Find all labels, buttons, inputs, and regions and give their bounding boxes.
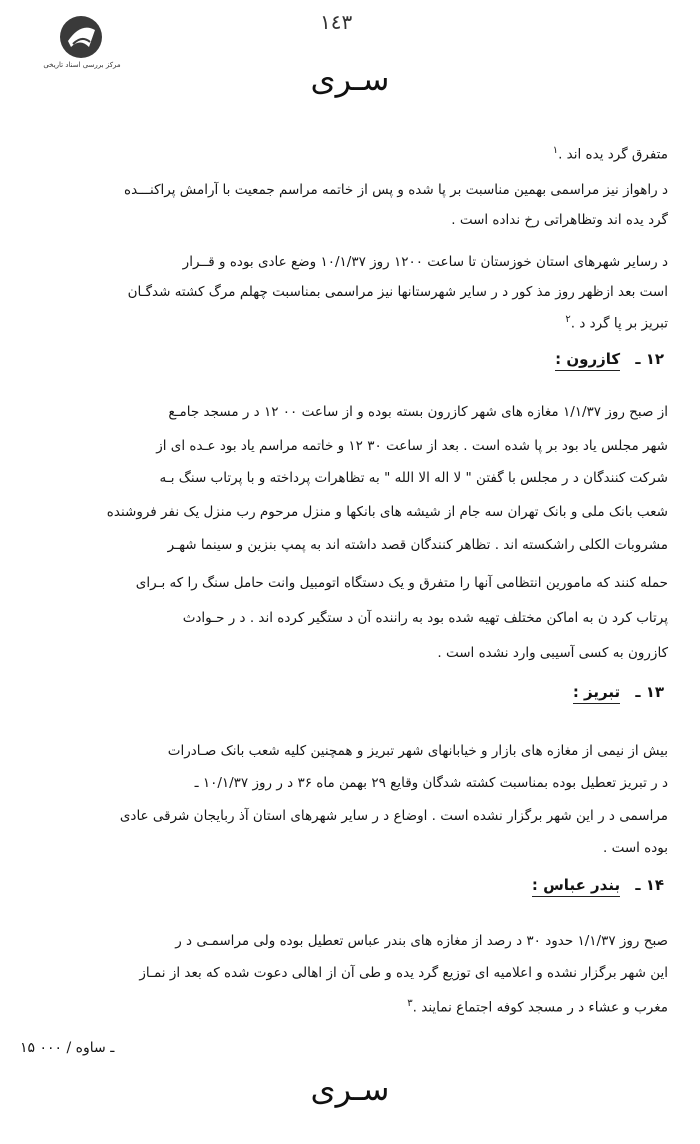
body-line: کازرون به کسی آسیبی وارد نشده است . xyxy=(437,645,668,661)
section-number: ۱۴ ـ xyxy=(635,876,664,894)
body-line: مغرب و عشاء د ر مسجد کوفه اجتماع نمایند .$^٣$ xyxy=(407,998,668,1016)
body-line: بیش از نیمی از مغازه های بازار و خیابانهای شهر تبریز و همچنین کلیه شعب بانک صـادرات xyxy=(167,743,668,759)
body-line: شرکت کنندگان د ر مجلس با گفتن " لا اله الا الله " به تظاهرات پرداخته و با پرتاب سنگ بـه xyxy=(159,470,668,486)
body-line: مشروبات الکلی راشکسته اند . تظاهر کنندگان قصد داشته اند به پمپ بنزین و سینما شهـر xyxy=(167,537,668,553)
intro-line: متفرق گرد یده اند .$^١$ xyxy=(552,145,668,163)
body-line: مراسمی د ر این شهر برگزار نشده است . اوضاع د ر سایر شهرهای استان آذ ربایجان شرقی عادی xyxy=(119,808,668,824)
section-number: ۱۳ ـ xyxy=(635,683,664,701)
section-heading-kazerun xyxy=(555,350,664,368)
body-line: حمله کنند که مامورین انتظامی آنها را متفرق و یک دستگاه اتومبیل وانت حامل سنگ را که بـرای xyxy=(135,575,668,591)
intro-line: تبریز بر پا گرد د .$^٢$ xyxy=(565,314,668,332)
intro-line: است بعد ازظهر روز مذ کور د ر سایر شهرستانها نیز مراسمی بمناسبت چهلم مرگ کشته شدگـان xyxy=(127,284,668,300)
body-line: شهر مجلس یاد بود بر پا شده است . بعد از ساعت ۳۰ ۱۲ و خاتمه مراسم یاد بود عـده ای از xyxy=(156,438,668,454)
section-title: بندر عباس : xyxy=(532,876,620,897)
section-heading-bandar-abbas xyxy=(532,876,664,894)
body-line: صبح روز ۱/۱/۳۷ حدود ۳۰ د رصد از مغازه های بندر عباس تعطیل بوده ولی مراسمـی د ر xyxy=(175,933,668,949)
footnote-marker: ٣ xyxy=(407,998,413,1009)
body-line: بوده است . xyxy=(602,840,668,856)
intro-line: د رسایر شهرهای استان خوزستان تا ساعت ۱۲۰۰ روز ۱۰/۱/۳۷ وضع عادی بوده و قــرار xyxy=(182,254,668,270)
footnote-marker: ١ xyxy=(552,145,559,156)
intro-line: د راهواز نیز مراسمی بهمین مناسبت بر پا شده و پس از خاتمه مراسم جمعیت با آرامش پراکنـــده xyxy=(124,182,668,198)
classification-top: سـری xyxy=(310,60,390,98)
body-line: از صبح روز ۱/۱/۳۷ مغازه های شهر کازرون بسته بوده و از ساعت ۰۰ ۱۲ د ر مسجد جامـع xyxy=(168,404,668,420)
body-line: این شهر برگزار نشده و اعلامیه ای توزیع گرد یده و طی آن از اهالی دعوت شده که بعد از نمـاز xyxy=(139,965,668,981)
archive-caption: مرکز بررسی اسناد تاریخی xyxy=(43,61,121,69)
section-number: ۱۲ ـ xyxy=(635,350,664,368)
intro-line: گرد یده اند وتظاهراتی رخ نداده است . xyxy=(451,212,668,228)
body-line: د ر تبریز تعطیل بوده بمناسبت کشته شدگان وقایع ۲۹ بهمن ماه ۳۶ د ر روز ۱۰/۱/۳۷ ـ xyxy=(194,775,668,791)
footnote-marker: ٢ xyxy=(565,314,571,325)
classification-bottom: سـری xyxy=(310,1070,390,1108)
section-title: تبریز : xyxy=(573,683,620,704)
section-title: کازرون : xyxy=(555,350,620,371)
section-heading-tabriz xyxy=(573,683,664,701)
body-line: پرتاب کرد ن به اماکن مختلف تهیه شده بود به راننده آن د ستگیر کرده اند . د ر حـوادث xyxy=(182,610,668,626)
next-item-sava: ۱۵ ـ ساوه / ۰۰۰ xyxy=(20,1040,115,1056)
handwritten-page-number: ١٤٣ xyxy=(320,10,353,34)
body-line: شعب بانک ملی و بانک تهران سه جام از شیشه های بانکها و منزل مرحوم رب منزل یک نفر فروشنده xyxy=(106,504,668,520)
archive-emblem-icon xyxy=(58,14,104,60)
